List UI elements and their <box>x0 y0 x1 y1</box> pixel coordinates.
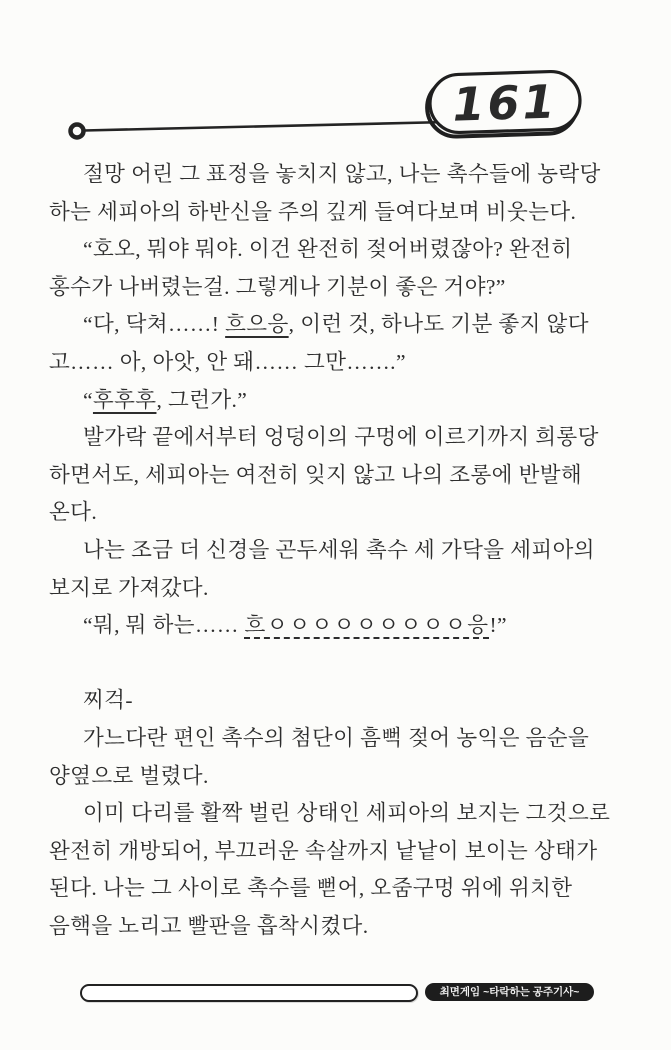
series-title-badge: 최면게임 ~타락하는 공주기사~ <box>425 983 594 1001</box>
text-segment: “다, 닥쳐……! <box>83 312 226 337</box>
text-segment: 흐으응 <box>225 312 289 337</box>
text-line <box>49 419 622 457</box>
text-line <box>49 720 622 758</box>
blank-line <box>49 645 622 683</box>
text-segment: 양옆으로 벌렸다. <box>49 763 209 788</box>
footer-pill-ornament <box>80 984 418 1002</box>
text-segment: 흐ㅇㅇㅇㅇㅇㅇㅇㅇㅇ응 <box>244 613 490 638</box>
text-line <box>49 306 622 344</box>
text-segment: 절망 어린 그 표정을 놓치지 않고, 나는 촉수들에 농락당 <box>83 162 601 186</box>
text-line <box>49 682 622 720</box>
text-segment: 가느다란 편인 촉수의 첨단이 흠뻑 젖어 농익은 음순을 <box>83 725 590 750</box>
text-line <box>49 231 622 269</box>
text-segment: 발가락 끝에서부터 엉덩이의 구멍에 이르기까지 희롱당 <box>83 425 599 450</box>
page-number: 161 <box>451 74 559 132</box>
text-line <box>49 795 622 833</box>
text-line <box>49 156 622 194</box>
text-segment: 이미 다리를 활짝 벌린 상태인 세피아의 보지는 그것으로 <box>83 801 611 826</box>
text-segment: 고…… 아, 아앗, 안 돼…… 그만…….” <box>49 349 406 374</box>
text-segment: 하면서도, 세피아는 여전히 잊지 않고 나의 조롱에 반발해 <box>49 462 583 487</box>
text-lines <box>49 156 622 945</box>
page-number-stadium <box>426 71 581 138</box>
leader-line <box>84 122 448 131</box>
text-segment: 음핵을 노리고 빨판을 흡착시켰다. <box>49 913 369 938</box>
text-line <box>49 570 622 608</box>
text-line <box>49 344 622 382</box>
text-segment: 보지로 가져갔다. <box>49 575 209 600</box>
text-segment: 홍수가 나버렸는걸. 그렇게나 기분이 좋은 거야?” <box>49 274 506 299</box>
text-segment: 완전히 개방되어, 부끄러운 속살까지 낱낱이 보이는 상태가 <box>49 838 598 863</box>
text-segment: “뭐, 뭐 하는…… <box>83 613 245 638</box>
text-segment: , 그런가.” <box>156 387 248 412</box>
header-ornament <box>0 0 671 150</box>
page-footer <box>0 982 671 1004</box>
text-line <box>49 833 622 871</box>
text-line <box>49 532 622 570</box>
text-segment: 온다. <box>49 500 98 525</box>
text-line <box>49 908 622 946</box>
text-line <box>49 607 622 645</box>
text-line <box>49 870 622 908</box>
text-segment: !” <box>489 613 508 638</box>
text-segment: 후후후 <box>92 387 157 412</box>
text-segment: 나는 조금 더 신경을 곤두세워 촉수 세 가닥을 세피아의 <box>83 537 595 562</box>
text-line <box>49 758 622 796</box>
text-line <box>49 382 622 420</box>
text-segment: 하는 세피아의 하반신을 주의 깊게 들여다보며 비웃는다. <box>49 199 577 224</box>
text-line <box>49 194 622 232</box>
text-segment: 찌걱- <box>83 688 133 713</box>
text-segment: 된다. 나는 그 사이로 촉수를 뻗어, 오줌구멍 위에 위치한 <box>49 876 573 901</box>
text-segment: “ <box>83 387 93 412</box>
text-line <box>49 494 622 532</box>
leader-ring-icon <box>71 125 84 138</box>
text-segment: “호오, 뭐야 뭐야. 이건 완전히 젖어버렸잖아? 완전히 <box>83 237 573 262</box>
text-line <box>49 269 622 307</box>
text-segment: , 이런 것, 하나도 기분 좋지 않다 <box>288 312 589 337</box>
text-line <box>49 457 622 495</box>
